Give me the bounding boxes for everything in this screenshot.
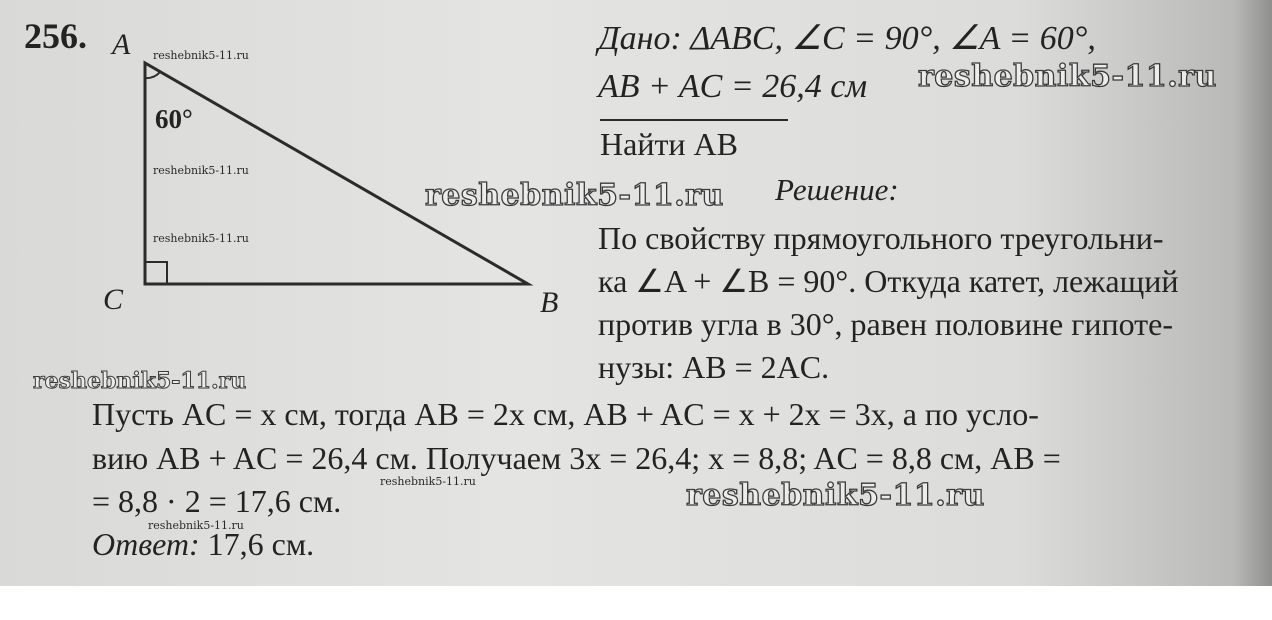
find-line: Найти AB bbox=[600, 126, 738, 162]
body-line: Пусть AC = x см, тогда AB = 2x см, AB + AC = x + 2x = 3x, а по усло- bbox=[92, 396, 1039, 432]
solution-line: против угла в 30°, равен половине гипоте- bbox=[598, 306, 1173, 342]
right-angle-mark bbox=[145, 262, 167, 284]
watermark-large: reshebnik5-11.ru bbox=[425, 178, 724, 213]
solution-line: По свойству прямоугольного треугольни- bbox=[598, 220, 1164, 256]
watermark-large: reshebnik5-11.ru bbox=[686, 478, 985, 513]
body-line: вию AB + AC = 26,4 см. Получаем 3x = 26,4; x = 8,8; AC = 8,8 см, AB = bbox=[92, 440, 1061, 476]
watermark-large: reshebnik5-11.ru bbox=[918, 59, 1217, 94]
given-line-1: Дано: ΔABC, ∠C = 90°, ∠A = 60°, bbox=[598, 20, 1096, 57]
watermark-small: reshebnik5-11.ru bbox=[153, 49, 249, 62]
given-line-2: AB + AC = 26,4 см bbox=[598, 68, 868, 105]
answer-label: Ответ: bbox=[92, 526, 200, 562]
vertex-c-label: C bbox=[103, 283, 124, 316]
vertex-a-label: A bbox=[112, 28, 131, 61]
solution-line: нузы: AB = 2AC. bbox=[598, 349, 830, 385]
angle-a-label: 60° bbox=[155, 104, 193, 134]
watermark-medium: reshebnik5-11.ru bbox=[33, 368, 247, 394]
body-line: = 8,8 · 2 = 17,6 см. bbox=[92, 483, 342, 519]
answer-line bbox=[92, 528, 314, 560]
problem-number: 256. bbox=[24, 16, 87, 56]
answer-value: 17,6 см. bbox=[199, 526, 315, 562]
watermark-small: reshebnik5-11.ru bbox=[380, 475, 476, 488]
vertex-b-label: B bbox=[540, 286, 559, 319]
watermark-small: reshebnik5-11.ru bbox=[153, 232, 249, 245]
given-divider bbox=[600, 119, 788, 121]
solution-title: Решение: bbox=[775, 172, 899, 207]
watermark-small: reshebnik5-11.ru bbox=[153, 164, 249, 177]
angle-a-arc bbox=[145, 72, 160, 78]
solution-line: ка ∠A + ∠B = 90°. Откуда катет, лежащий bbox=[598, 263, 1179, 299]
watermark-small: reshebnik5-11.ru bbox=[148, 519, 244, 532]
